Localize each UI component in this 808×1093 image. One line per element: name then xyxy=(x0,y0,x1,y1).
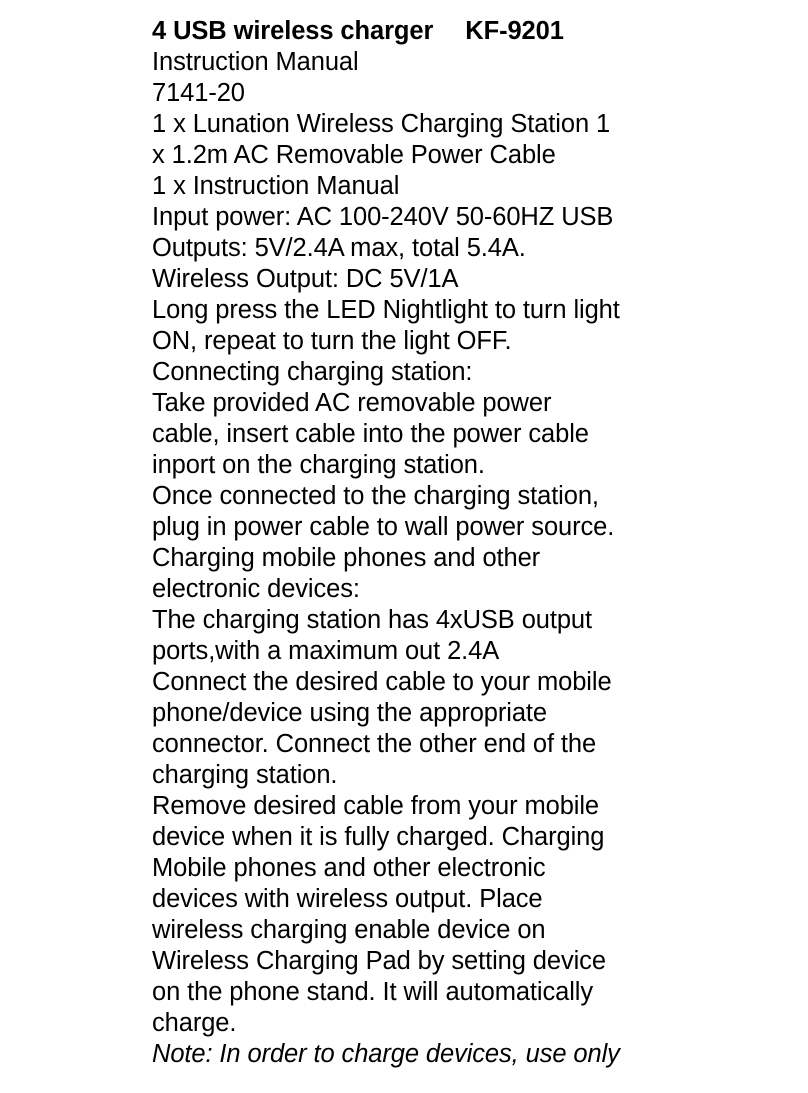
text-line: device when it is fully charged. Charging xyxy=(152,823,605,851)
manual-body xyxy=(152,47,792,1039)
text-line: x 1.2m AC Removable Power Cable xyxy=(152,141,556,169)
text-line: cable, insert cable into the power cable xyxy=(152,420,589,448)
text-line: Wireless Charging Pad by setting device xyxy=(152,947,606,975)
manual-page xyxy=(152,16,792,1070)
text-line: 1 x Instruction Manual xyxy=(152,172,400,200)
text-line: Input power: AC 100-240V 50-60HZ USB xyxy=(152,203,614,231)
usage-note: Note: In order to charge devices, use only xyxy=(152,1040,620,1068)
text-line: Instruction Manual xyxy=(152,48,359,76)
text-line: plug in power cable to wall power source. xyxy=(152,513,615,541)
text-line: charging station. xyxy=(152,761,338,789)
text-line: inport on the charging station. xyxy=(152,451,485,479)
model-number: KF-9201 xyxy=(465,17,564,45)
text-line: electronic devices: xyxy=(152,575,360,603)
text-line: charge. xyxy=(152,1009,237,1037)
product-name: 4 USB wireless charger xyxy=(152,17,434,45)
text-line: Charging mobile phones and other xyxy=(152,544,541,572)
text-line: phone/device using the appropriate xyxy=(152,699,547,727)
text-line: connector. Connect the other end of the xyxy=(152,730,597,758)
text-line: Remove desired cable from your mobile xyxy=(152,792,599,820)
text-line: wireless charging enable device on xyxy=(152,916,546,944)
text-line: Once connected to the charging station, xyxy=(152,482,599,510)
text-line: Mobile phones and other electronic xyxy=(152,854,546,882)
text-line: The charging station has 4xUSB output xyxy=(152,606,592,634)
text-line: Connect the desired cable to your mobile xyxy=(152,668,612,696)
text-line: ports,with a maximum out 2.4A xyxy=(152,637,500,665)
text-line: Connecting charging station: xyxy=(152,358,473,386)
text-line: devices with wireless output. Place xyxy=(152,885,543,913)
text-line: Take provided AC removable power xyxy=(152,389,552,417)
text-line: Long press the LED Nightlight to turn light xyxy=(152,296,620,324)
text-line: Outputs: 5V/2.4A max, total 5.4A. xyxy=(152,234,526,262)
text-line: ON, repeat to turn the light OFF. xyxy=(152,327,512,355)
text-line: 1 x Lunation Wireless Charging Station 1 xyxy=(152,110,611,138)
text-line: Wireless Output: DC 5V/1A xyxy=(152,265,459,293)
text-line: 7141-20 xyxy=(152,79,245,107)
text-line: on the phone stand. It will automatically xyxy=(152,978,593,1006)
document-title xyxy=(152,16,792,47)
